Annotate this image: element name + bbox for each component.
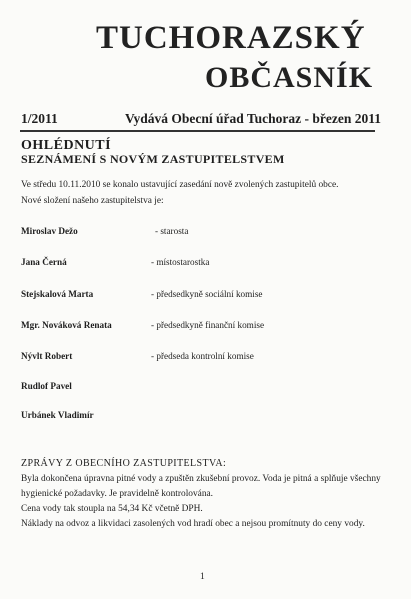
member-role: - předsedkyně sociální komise xyxy=(151,289,263,299)
page-number: 1 xyxy=(200,572,205,582)
member-role: - místostarostka xyxy=(151,257,210,267)
article-subheading: SEZNÁMENÍ S NOVÝM ZASTUPITELSTVEM xyxy=(21,152,285,166)
news-line: hygienické požadavky. Je pravidelně kontrolována. xyxy=(21,489,214,499)
member-name: Nývlt Robert xyxy=(21,351,73,361)
masthead-title-line2: OBČASNÍK xyxy=(205,61,374,94)
member-name: Urbánek Vladimír xyxy=(21,410,94,420)
member-name: Mgr. Nováková Renata xyxy=(21,320,112,330)
issue-line xyxy=(21,112,381,126)
news-heading: ZPRÁVY Z OBECNÍHO ZASTUPITELSTVA: xyxy=(21,458,227,469)
publisher-info: Vydává Obecní úřad Tuchoraz - březen 2011 xyxy=(124,111,381,126)
member-name: Stejskalová Marta xyxy=(21,289,94,299)
article-heading: OHLÉDNUTÍ xyxy=(21,138,112,153)
member-name: Miroslav Dežo xyxy=(21,226,78,236)
news-line: Náklady na odvoz a likvidaci zasolených vod hradí obec a nejsou promítnuty do ceny vody. xyxy=(21,519,365,529)
intro-line-2: Nové složení našeho zastupitelstva je: xyxy=(21,196,164,206)
news-line: Cena vody tak stoupla na 54,34 Kč včetně DPH. xyxy=(21,504,203,514)
masthead-title-line1: TUCHORAZSKÝ xyxy=(96,20,366,56)
member-role: - předsedkyně finanční komise xyxy=(151,320,265,330)
news-line: Byla dokončena úpravna pitné vody a zpuštěn zkušební provoz. Voda je pitná a splňuje všechny xyxy=(21,474,381,484)
intro-line-1: Ve středu 10.11.2010 se konalo ustavující zasedání nově zvolených zastupitelů obce. xyxy=(21,180,339,190)
member-name: Jana Černá xyxy=(21,257,67,267)
member-name: Rudlof Pavel xyxy=(21,381,72,391)
member-role: - předseda kontrolní komise xyxy=(151,351,254,361)
issue-number: 1/2011 xyxy=(21,111,58,126)
header-divider xyxy=(20,130,375,132)
member-role: - starosta xyxy=(155,226,189,236)
